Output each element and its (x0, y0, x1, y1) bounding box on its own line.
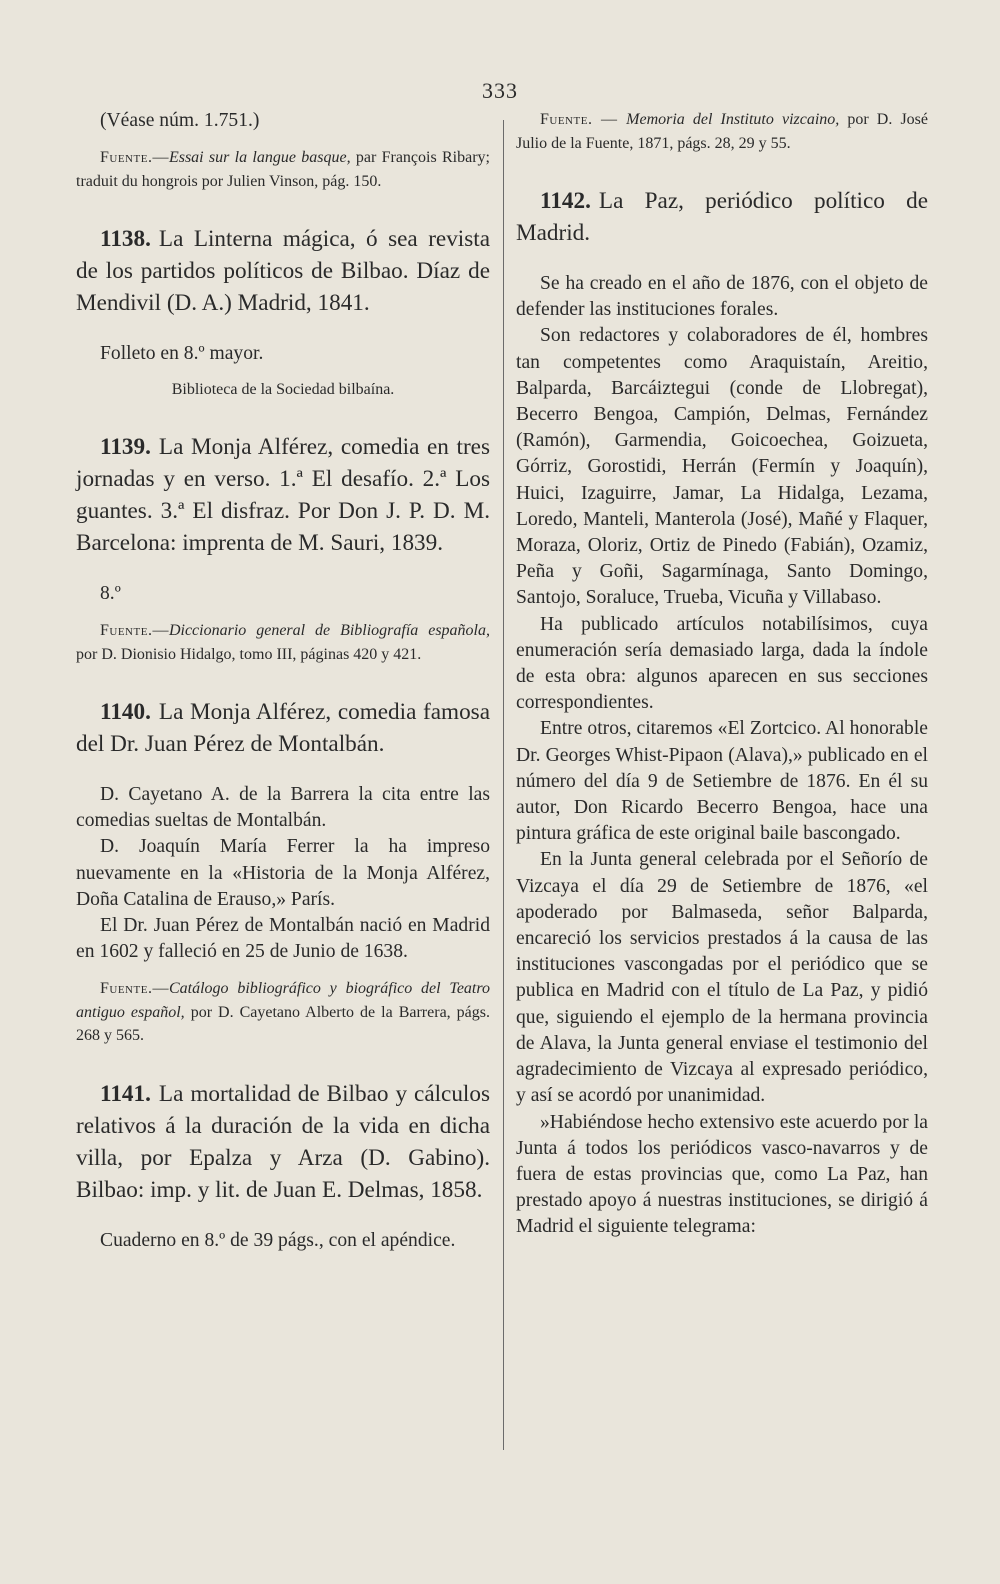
entry-1141-title (76, 1078, 490, 1206)
fuente-label: Fuente.— (100, 622, 169, 639)
fuente-title: Catálogo bibliográfico y biográfico del Teatro antiguo español, (76, 980, 490, 1021)
entry-1142-paragraph: Se ha creado en el año de 1876, con el objeto de defender las instituciones forales. (516, 273, 928, 321)
fuente-title: Memoria del Instituto vizcaino, (626, 111, 840, 128)
entry-number: 1142. (540, 188, 591, 214)
entry-1139-title (76, 431, 490, 559)
entry-1142-paragraph: Ha publicado artículos notabilísimos, cuya enumeración sería demasiado larga, dada la índole de esta obra: algunos aparecen en sus secciones correspondientes. (516, 613, 928, 714)
entry-1142-paragraph: Entre otros, citaremos «El Zortcico. Al honorable Dr. Georges Whist-Pipaon (Alava),» publicado en el número del día 9 de Setiembre de 1876. En él su autor, Don Ricardo Becerro Bengoa, hace una pintura gráfica de este original baile bascongado. (516, 718, 928, 845)
entry-1139-fuente (76, 619, 490, 666)
entry-1142-title (516, 185, 928, 249)
fuente-rest: por D. Cayetano Alberto de la Barrera, págs. 268 y 565. (76, 1003, 491, 1045)
right-column (516, 108, 928, 1241)
entry-1140-fuente (76, 977, 490, 1048)
fuente-rest: par François Ribary; traduit du hongrois por Julien Vinson, pág. 150. (76, 149, 490, 190)
fuente-top (516, 108, 928, 155)
fuente-label: Fuente. — (540, 111, 627, 128)
left-column (76, 108, 490, 1254)
entry-number: 1138. (100, 226, 151, 252)
fuente-label: Fuente.— (100, 980, 169, 998)
entry-number: 1141. (100, 1080, 151, 1107)
entry-1139-format: 8.º (100, 583, 121, 604)
entry-1138-location: Biblioteca de la Sociedad bilbaína. (171, 381, 395, 398)
entry-title-text: La Paz, periódico político de Madrid. (516, 188, 928, 246)
fuente-title: Essai sur la langue basque, (168, 149, 351, 166)
entry-1142-paragraph: »Habiéndose hecho extensivo este acuerdo por la Junta á todos los periódicos vasco-navarros y de fuera de estas provincias que, como La Paz, han prestado apoyo á nuestras instituciones, se dirigió á Madrid el siguiente telegrama: (516, 1111, 928, 1238)
page-number: 333 (482, 78, 518, 103)
fuente-rest: por D. José Julio de la Fuente, 1871, págs. 28, 29 y 55. (516, 111, 928, 152)
fuente-label: Fuente.— (100, 149, 169, 166)
fuente-1138-prev (76, 146, 490, 193)
column-divider (503, 120, 504, 1450)
entry-1140-title (76, 696, 490, 760)
entry-1140-paragraph: D. Joaquín María Ferrer la ha impreso nuevamente en la «Historia de la Monja Alférez, Doña Catalina de Erauso,» París. (76, 836, 490, 910)
entry-title-text: La mortalidad de Bilbao y cálculos relativos á la duración de la vida en dicha villa, por Epalza y Arza (D. Gabino). Bilbao: imp. y lit. de Juan E. Delmas, 1858. (76, 1080, 490, 1203)
fuente-rest: por D. Dionisio Hidalgo, tomo III, páginas 420 y 421. (76, 645, 422, 663)
entry-title-text: La Monja Alférez, comedia en tres jornadas y en verso. 1.ª El desafío. 2.ª Los guantes. 3.ª El disfraz. Por Don J. P. D. M. Barcelona: imprenta de M. Sauri, 1839. (76, 434, 490, 556)
see-note: (Véase núm. 1.751.) (100, 110, 260, 131)
entry-number: 1140. (100, 699, 151, 725)
entry-title-text: La Monja Alférez, comedia famosa del Dr. Juan Pérez de Montalbán. (76, 699, 490, 757)
entry-1140-paragraph: D. Cayetano A. de la Barrera la cita entre las comedias sueltas de Montalbán. (76, 784, 490, 832)
entry-1138-format: Folleto en 8.º mayor. (100, 343, 264, 364)
entry-1140-paragraph: El Dr. Juan Pérez de Montalbán nació en Madrid en 1602 y falleció en 25 de Junio de 1638. (76, 915, 490, 963)
entry-1142-paragraph: En la Junta general celebrada por el Señorío de Vizcaya el día 29 de Setiembre de 1876, «el apoderado por Balmaseda, señor Balparda, encareció los servicios prestados á la causa de las instituciones vascongadas por el periódico que se publica en Madrid con el título de La Paz, y pidió que, siguiendo el ejemplo de la hermana provincia de Alava, la Junta general enviase el testimonio del agradecimiento de Vizcaya al expresado periódico, y así se acordó por unanimidad. (516, 849, 928, 1107)
entry-1138-title (76, 223, 490, 319)
entry-title-text: La Linterna mágica, ó sea revista de los partidos políticos de Bilbao. Díaz de Mendivil (D. A.) Madrid, 1841. (76, 226, 490, 316)
entry-1142-paragraph: Son redactores y colaboradores de él, hombres tan competentes como Araquistaín, Areitio, Balparda, Barcáiztegui (conde de Llobregat), Becerro Bengoa, Campión, Delmas, Fernández (Ramón), Garmendia, Goicoechea, Goizueta, Górriz, Gorostidi, Herrán (Fermín y Joaquín), Huici, Izaguirre, Jamar, La Hidalga, Lezama, Loredo, Manteli, Manterola (José), Mañé y Flaquer, Moraza, Oloriz, Ortiz de Pinedo (Fabián), Ozamiz, Peña y Goñi, Sagarmínaga, Santo Domingo, Santojo, Soraluce, Trueba, Vicuña y Villabaso. (516, 325, 928, 609)
fuente-title: Diccionario general de Bibliografía española, (168, 622, 490, 639)
entry-number: 1139. (100, 434, 151, 460)
entry-1141-format: Cuaderno en 8.º de 39 págs., con el apéndice. (100, 1229, 456, 1251)
